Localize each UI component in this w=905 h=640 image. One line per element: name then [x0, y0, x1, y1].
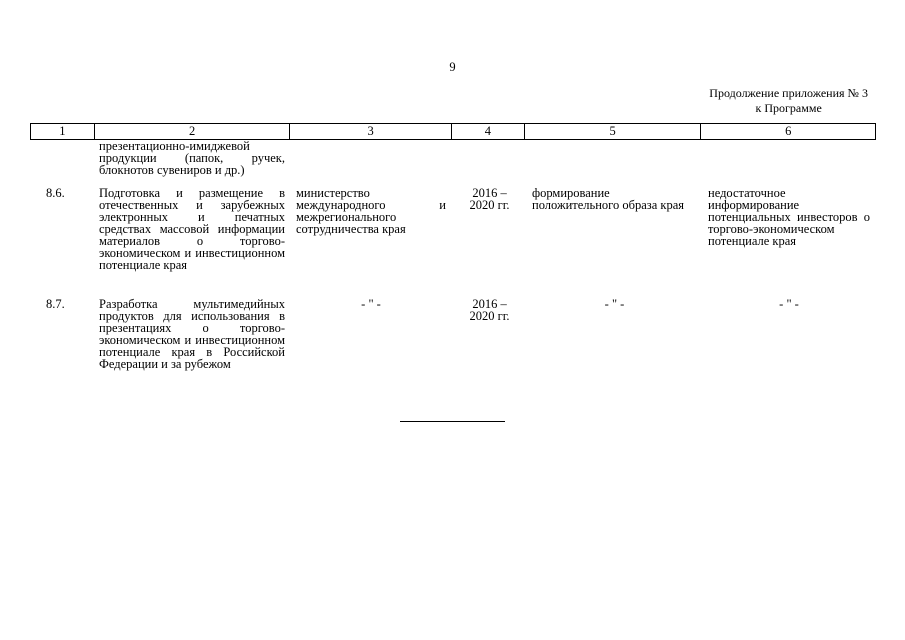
page-number: 9: [449, 60, 456, 74]
table-header-row: [30, 123, 876, 140]
header-col-6: 6: [785, 124, 792, 138]
carryover-action-text: презентационно-имиджевой продукции (папок, ручек, блокнотов сувениров и др.): [99, 139, 285, 177]
row-risk: недостаточное информирование потенциальных инвесторов о торгово-экономическом потенциале края: [708, 186, 870, 248]
row-executor: министерство международного и межрегионального сотрудничества края: [296, 186, 446, 236]
row-action: Подготовка и размещение в отечественных и зарубежных электронных и печатных средствах массовой информации материалов о торгово-экономическом и инвестиционном потенциале края: [99, 186, 285, 272]
header-col-3: 3: [290, 124, 452, 139]
row-executor: - " -: [361, 297, 381, 311]
header-col-2: 2: [95, 124, 291, 139]
row-number: 8.7.: [46, 297, 65, 311]
row-risk: - " -: [779, 297, 799, 311]
row-period: [455, 187, 524, 211]
appendix-continuation-note: [709, 86, 868, 116]
header-col-4: 4: [452, 124, 525, 139]
appendix-continuation-line: Продолжение приложения № 3: [709, 86, 868, 100]
header-col-1: 1: [31, 124, 95, 139]
row-period-start: 2016 –: [472, 186, 507, 200]
row-period: [455, 298, 524, 322]
row-period-end: 2020 гг.: [469, 198, 510, 212]
row-result: - " -: [604, 297, 625, 311]
header-col-5: 5: [525, 124, 702, 139]
appendix-program-line: к Программе: [755, 101, 822, 115]
row-action: Разработка мультимедийных продуктов для использования в презентациях о торгово-экономическом и инвестиционном потенциале края в Российской Федерации и за рубежом: [99, 297, 285, 371]
row-period-end: 2020 гг.: [469, 309, 510, 323]
row-result: формирование положительного образа края: [532, 186, 684, 212]
row-period-start: 2016 –: [472, 297, 507, 311]
end-of-document-divider: [400, 421, 505, 422]
row-number: 8.6.: [46, 186, 65, 200]
